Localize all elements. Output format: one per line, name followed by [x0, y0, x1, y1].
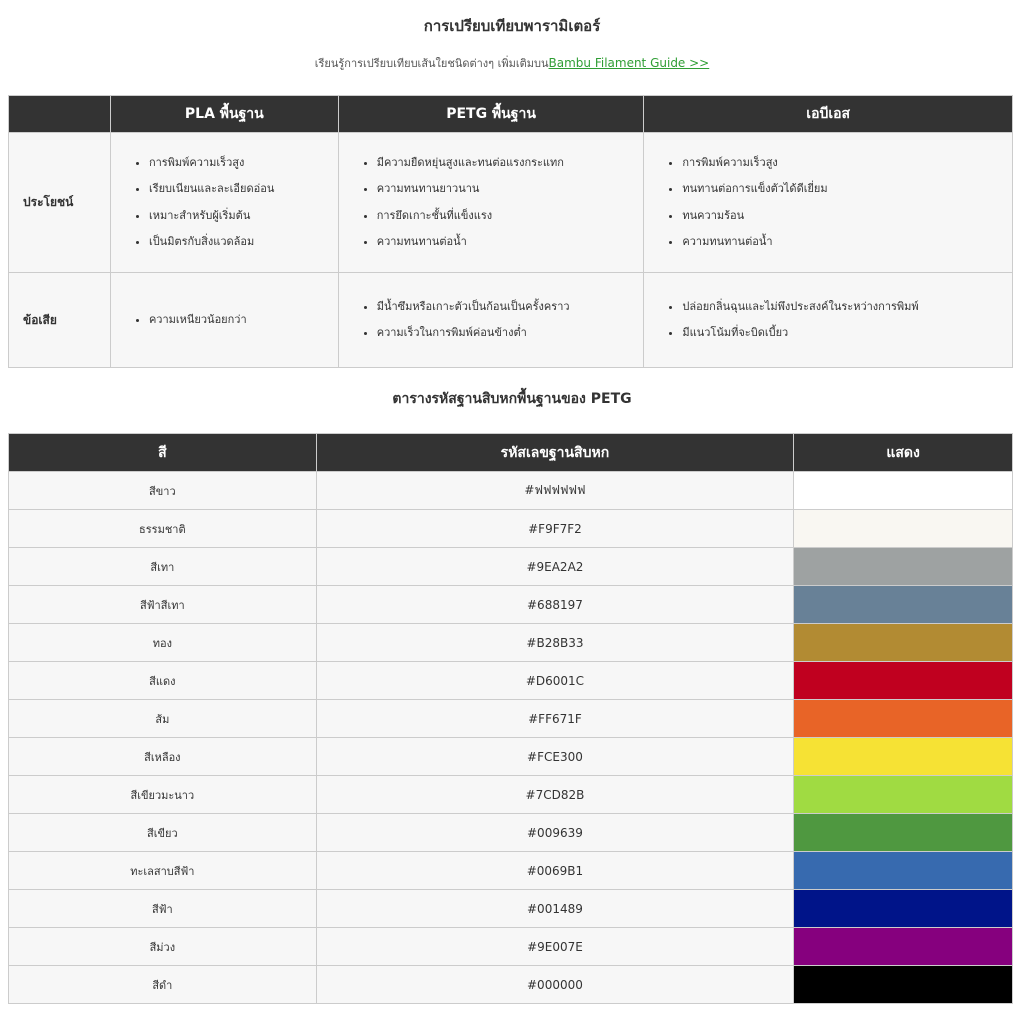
color-swatch	[794, 472, 1013, 510]
color-swatch	[794, 548, 1013, 586]
abs-benefits-list	[644, 150, 1012, 256]
abs-drawbacks-list	[644, 294, 1012, 347]
list-item: • มีความยืดหยุ่นสูงและทนต่อแรงกระแทก	[377, 150, 644, 177]
color-name-cell: ส้ม	[9, 700, 317, 738]
petg-drawbacks-cell	[338, 273, 644, 368]
pla-benefits-list	[111, 150, 338, 256]
hex-code-cell: #7CD82B	[316, 776, 794, 814]
color-swatch	[794, 586, 1013, 624]
hex-code-cell: #D6001C	[316, 662, 794, 700]
comparison-header-petg: PETG พื้นฐาน	[338, 96, 644, 133]
color-header-row	[9, 434, 1013, 472]
color-name-cell: สีเขียวมะนาว	[9, 776, 317, 814]
pla-drawbacks-cell	[110, 273, 338, 368]
table-row	[9, 738, 1013, 776]
color-swatch	[794, 966, 1013, 1004]
color-swatch	[794, 624, 1013, 662]
color-swatch	[794, 510, 1013, 548]
color-name-cell: สีดำ	[9, 966, 317, 1004]
list-item: • ความทนทานต่อน้ำ	[377, 229, 644, 256]
table-row	[9, 472, 1013, 510]
color-code-table	[8, 433, 1013, 1004]
petg-benefits-list	[339, 150, 644, 256]
color-swatch	[794, 662, 1013, 700]
color-name-cell: สีแดง	[9, 662, 317, 700]
comparison-header-blank	[9, 96, 111, 133]
table-row	[9, 928, 1013, 966]
color-swatch	[794, 928, 1013, 966]
pla-drawbacks-list	[111, 307, 338, 334]
hex-code-cell: #000000	[316, 966, 794, 1004]
hex-code-cell: #009639	[316, 814, 794, 852]
hex-code-cell: #FF671F	[316, 700, 794, 738]
benefits-row	[9, 133, 1013, 273]
color-swatch	[794, 814, 1013, 852]
list-item: • ปล่อยกลิ่นฉุนและไม่พึงประสงค์ในระหว่างการพิมพ์	[682, 294, 1012, 321]
drawbacks-label: ข้อเสีย	[9, 273, 111, 368]
list-item: • เรียบเนียนและละเอียดอ่อน	[149, 176, 338, 203]
comparison-header-row	[9, 96, 1013, 133]
hex-code-cell: #0069B1	[316, 852, 794, 890]
table-row	[9, 700, 1013, 738]
intro-text-label: เรียนรู้การเปรียบเทียบเส้นใยชนิดต่างๆ เพิ่มเติมบน	[314, 57, 549, 70]
drawbacks-row	[9, 273, 1013, 368]
color-name-cell: ธรรมชาติ	[9, 510, 317, 548]
pla-benefits-cell	[110, 133, 338, 273]
color-header-swatch: แสดง	[794, 434, 1013, 472]
comparison-header-abs: เอบีเอส	[644, 96, 1013, 133]
list-item: • ทนความร้อน	[682, 203, 1012, 230]
table-row	[9, 852, 1013, 890]
color-header-name: สี	[9, 434, 317, 472]
abs-drawbacks-cell	[644, 273, 1013, 368]
list-item: • ความเหนียวน้อยกว่า	[149, 307, 338, 334]
color-header-hex: รหัสเลขฐานสิบหก	[316, 434, 794, 472]
filament-guide-link[interactable]: Bambu Filament Guide >>	[548, 56, 710, 70]
hex-code-cell: #9E007E	[316, 928, 794, 966]
list-item: • มีน้ำซึมหรือเกาะตัวเป็นก้อนเป็นครั้งคราว	[377, 294, 644, 321]
hex-code-cell: #F9F7F2	[316, 510, 794, 548]
color-name-cell: สีเขียว	[9, 814, 317, 852]
color-name-cell: สีม่วง	[9, 928, 317, 966]
list-item: • ความทนทานต่อน้ำ	[682, 229, 1012, 256]
list-item: • การยึดเกาะชั้นที่แข็งแรง	[377, 203, 644, 230]
table-row	[9, 662, 1013, 700]
hex-code-cell: #688197	[316, 586, 794, 624]
list-item: • ความทนทานยาวนาน	[377, 176, 644, 203]
comparison-table	[8, 95, 1013, 368]
color-swatch	[794, 890, 1013, 928]
color-table-body	[9, 472, 1013, 1004]
color-name-cell: ทอง	[9, 624, 317, 662]
color-swatch	[794, 852, 1013, 890]
color-name-cell: สีเทา	[9, 548, 317, 586]
hex-code-cell: #FCE300	[316, 738, 794, 776]
color-name-cell: สีขาว	[9, 472, 317, 510]
benefits-label: ประโยชน์	[9, 133, 111, 273]
abs-benefits-cell	[644, 133, 1013, 273]
list-item: • ความเร็วในการพิมพ์ค่อนข้างต่ำ	[377, 320, 644, 347]
table-row	[9, 548, 1013, 586]
petg-drawbacks-list	[339, 294, 644, 347]
table-row	[9, 966, 1013, 1004]
table-row	[9, 814, 1013, 852]
list-item: • การพิมพ์ความเร็วสูง	[682, 150, 1012, 177]
page-title: การเปรียบเทียบพารามิเตอร์	[423, 17, 601, 35]
petg-benefits-cell	[338, 133, 644, 273]
table-row	[9, 776, 1013, 814]
table-row	[9, 624, 1013, 662]
hex-code-cell: #9EA2A2	[316, 548, 794, 586]
hex-code-cell: #001489	[316, 890, 794, 928]
color-name-cell: สีฟ้าสีเทา	[9, 586, 317, 624]
intro-text	[0, 54, 1024, 72]
list-item: • การพิมพ์ความเร็วสูง	[149, 150, 338, 177]
hex-code-cell: #ฟฟฟฟฟฟ	[316, 472, 794, 510]
list-item: • ทนทานต่อการแข็งตัวได้ดีเยี่ยม	[682, 176, 1012, 203]
color-swatch	[794, 738, 1013, 776]
hex-code-cell: #B28B33	[316, 624, 794, 662]
color-name-cell: สีฟ้า	[9, 890, 317, 928]
list-item: • เป็นมิตรกับสิ่งแวดล้อม	[149, 229, 338, 256]
table-row	[9, 510, 1013, 548]
color-table-title: ตารางรหัสฐานสิบหกพื้นฐานของ PETG	[392, 391, 632, 407]
table-row	[9, 586, 1013, 624]
list-item: • เหมาะสำหรับผู้เริ่มต้น	[149, 203, 338, 230]
comparison-header-pla: PLA พื้นฐาน	[110, 96, 338, 133]
color-swatch	[794, 700, 1013, 738]
list-item: • มีแนวโน้มที่จะบิดเบี้ยว	[682, 320, 1012, 347]
color-name-cell: ทะเลสาบสีฟ้า	[9, 852, 317, 890]
color-swatch	[794, 776, 1013, 814]
table-row	[9, 890, 1013, 928]
color-name-cell: สีเหลือง	[9, 738, 317, 776]
